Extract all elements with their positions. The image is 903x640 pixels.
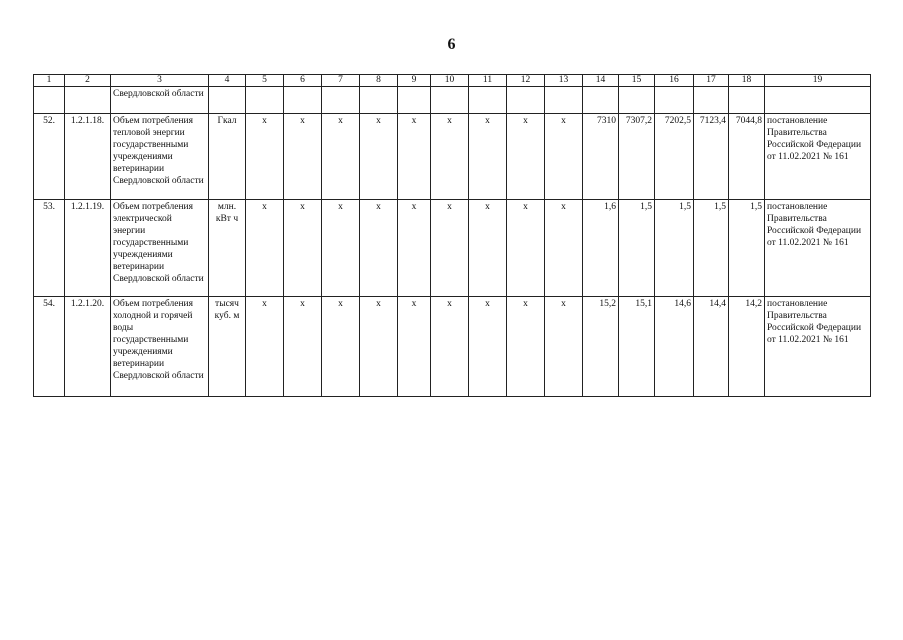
column-header: 7 (322, 75, 360, 87)
table-row (34, 114, 871, 200)
indicator-name: Свердловской области (111, 87, 209, 114)
value-cell: 15,1 (619, 297, 655, 397)
column-header: 2 (65, 75, 111, 87)
value-cell: 1,5 (619, 200, 655, 297)
value-cell: 15,2 (583, 297, 619, 397)
legal-basis: постановление Правительства Российской Федерации от 11.02.2021 № 161 (765, 297, 871, 397)
x-mark: х (398, 114, 431, 200)
legal-basis: постановление Правительства Российской Федерации от 11.02.2021 № 161 (765, 114, 871, 200)
column-header: 3 (111, 75, 209, 87)
x-mark: х (398, 297, 431, 397)
x-mark: х (246, 200, 284, 297)
legal-basis: постановление Правительства Российской Федерации от 11.02.2021 № 161 (765, 200, 871, 297)
unit-of-measure: Гкал (209, 114, 246, 200)
value-cell: 1,5 (729, 200, 765, 297)
x-mark: х (507, 114, 545, 200)
indicator-name: Объем потребления электрической энергии государственными учреждениями ветеринарии Свердловской области (111, 200, 209, 297)
column-header: 12 (507, 75, 545, 87)
value-cell: 14,4 (694, 297, 729, 397)
row-number: 54. (34, 297, 65, 397)
table-row (34, 200, 871, 297)
x-mark: х (322, 297, 360, 397)
x-mark: х (469, 200, 507, 297)
column-header: 14 (583, 75, 619, 87)
row-number: 52. (34, 114, 65, 200)
x-mark: х (545, 114, 583, 200)
column-header: 18 (729, 75, 765, 87)
x-mark: х (398, 200, 431, 297)
row-number: 53. (34, 200, 65, 297)
indicator-code: 1.2.1.18. (65, 114, 111, 200)
x-mark: х (469, 297, 507, 397)
value-cell: 7310 (583, 114, 619, 200)
value-cell: 7307,2 (619, 114, 655, 200)
x-mark: х (431, 297, 469, 397)
x-mark: х (431, 114, 469, 200)
x-mark: х (431, 200, 469, 297)
x-mark: х (284, 114, 322, 200)
page-number: 6 (447, 36, 456, 53)
column-header: 19 (765, 75, 871, 87)
value-cell: 7202,5 (655, 114, 694, 200)
value-cell: 7123,4 (694, 114, 729, 200)
x-mark: х (322, 114, 360, 200)
x-mark: х (246, 297, 284, 397)
x-mark: х (507, 297, 545, 397)
indicators-table (33, 74, 871, 397)
column-header: 8 (360, 75, 398, 87)
column-header: 4 (209, 75, 246, 87)
x-mark: х (360, 114, 398, 200)
column-header: 13 (545, 75, 583, 87)
column-header: 11 (469, 75, 507, 87)
column-header: 6 (284, 75, 322, 87)
indicator-name: Объем потребления тепловой энергии государственными учреждениями ветеринарии Свердловской области (111, 114, 209, 200)
column-header: 17 (694, 75, 729, 87)
column-header: 10 (431, 75, 469, 87)
table-row-continued (34, 87, 871, 114)
value-cell: 14,2 (729, 297, 765, 397)
column-header: 15 (619, 75, 655, 87)
x-mark: х (322, 200, 360, 297)
x-mark: х (469, 114, 507, 200)
x-mark: х (284, 297, 322, 397)
value-cell: 7044,8 (729, 114, 765, 200)
column-header: 5 (246, 75, 284, 87)
indicator-name: Объем потребления холодной и горячей воды государственными учреждениями ветеринарии Свердловской области (111, 297, 209, 397)
value-cell: 14,6 (655, 297, 694, 397)
x-mark: х (507, 200, 545, 297)
table-row (34, 297, 871, 397)
column-header: 16 (655, 75, 694, 87)
column-header: 1 (34, 75, 65, 87)
x-mark: х (545, 200, 583, 297)
x-mark: х (360, 297, 398, 397)
value-cell: 1,5 (694, 200, 729, 297)
indicator-code: 1.2.1.20. (65, 297, 111, 397)
x-mark: х (545, 297, 583, 397)
unit-of-measure: млн. кВт ч (209, 200, 246, 297)
unit-of-measure: тысяч куб. м (209, 297, 246, 397)
value-cell: 1,6 (583, 200, 619, 297)
x-mark: х (360, 200, 398, 297)
header-row (34, 75, 871, 87)
x-mark: х (284, 200, 322, 297)
column-header: 9 (398, 75, 431, 87)
value-cell: 1,5 (655, 200, 694, 297)
x-mark: х (246, 114, 284, 200)
indicator-code: 1.2.1.19. (65, 200, 111, 297)
